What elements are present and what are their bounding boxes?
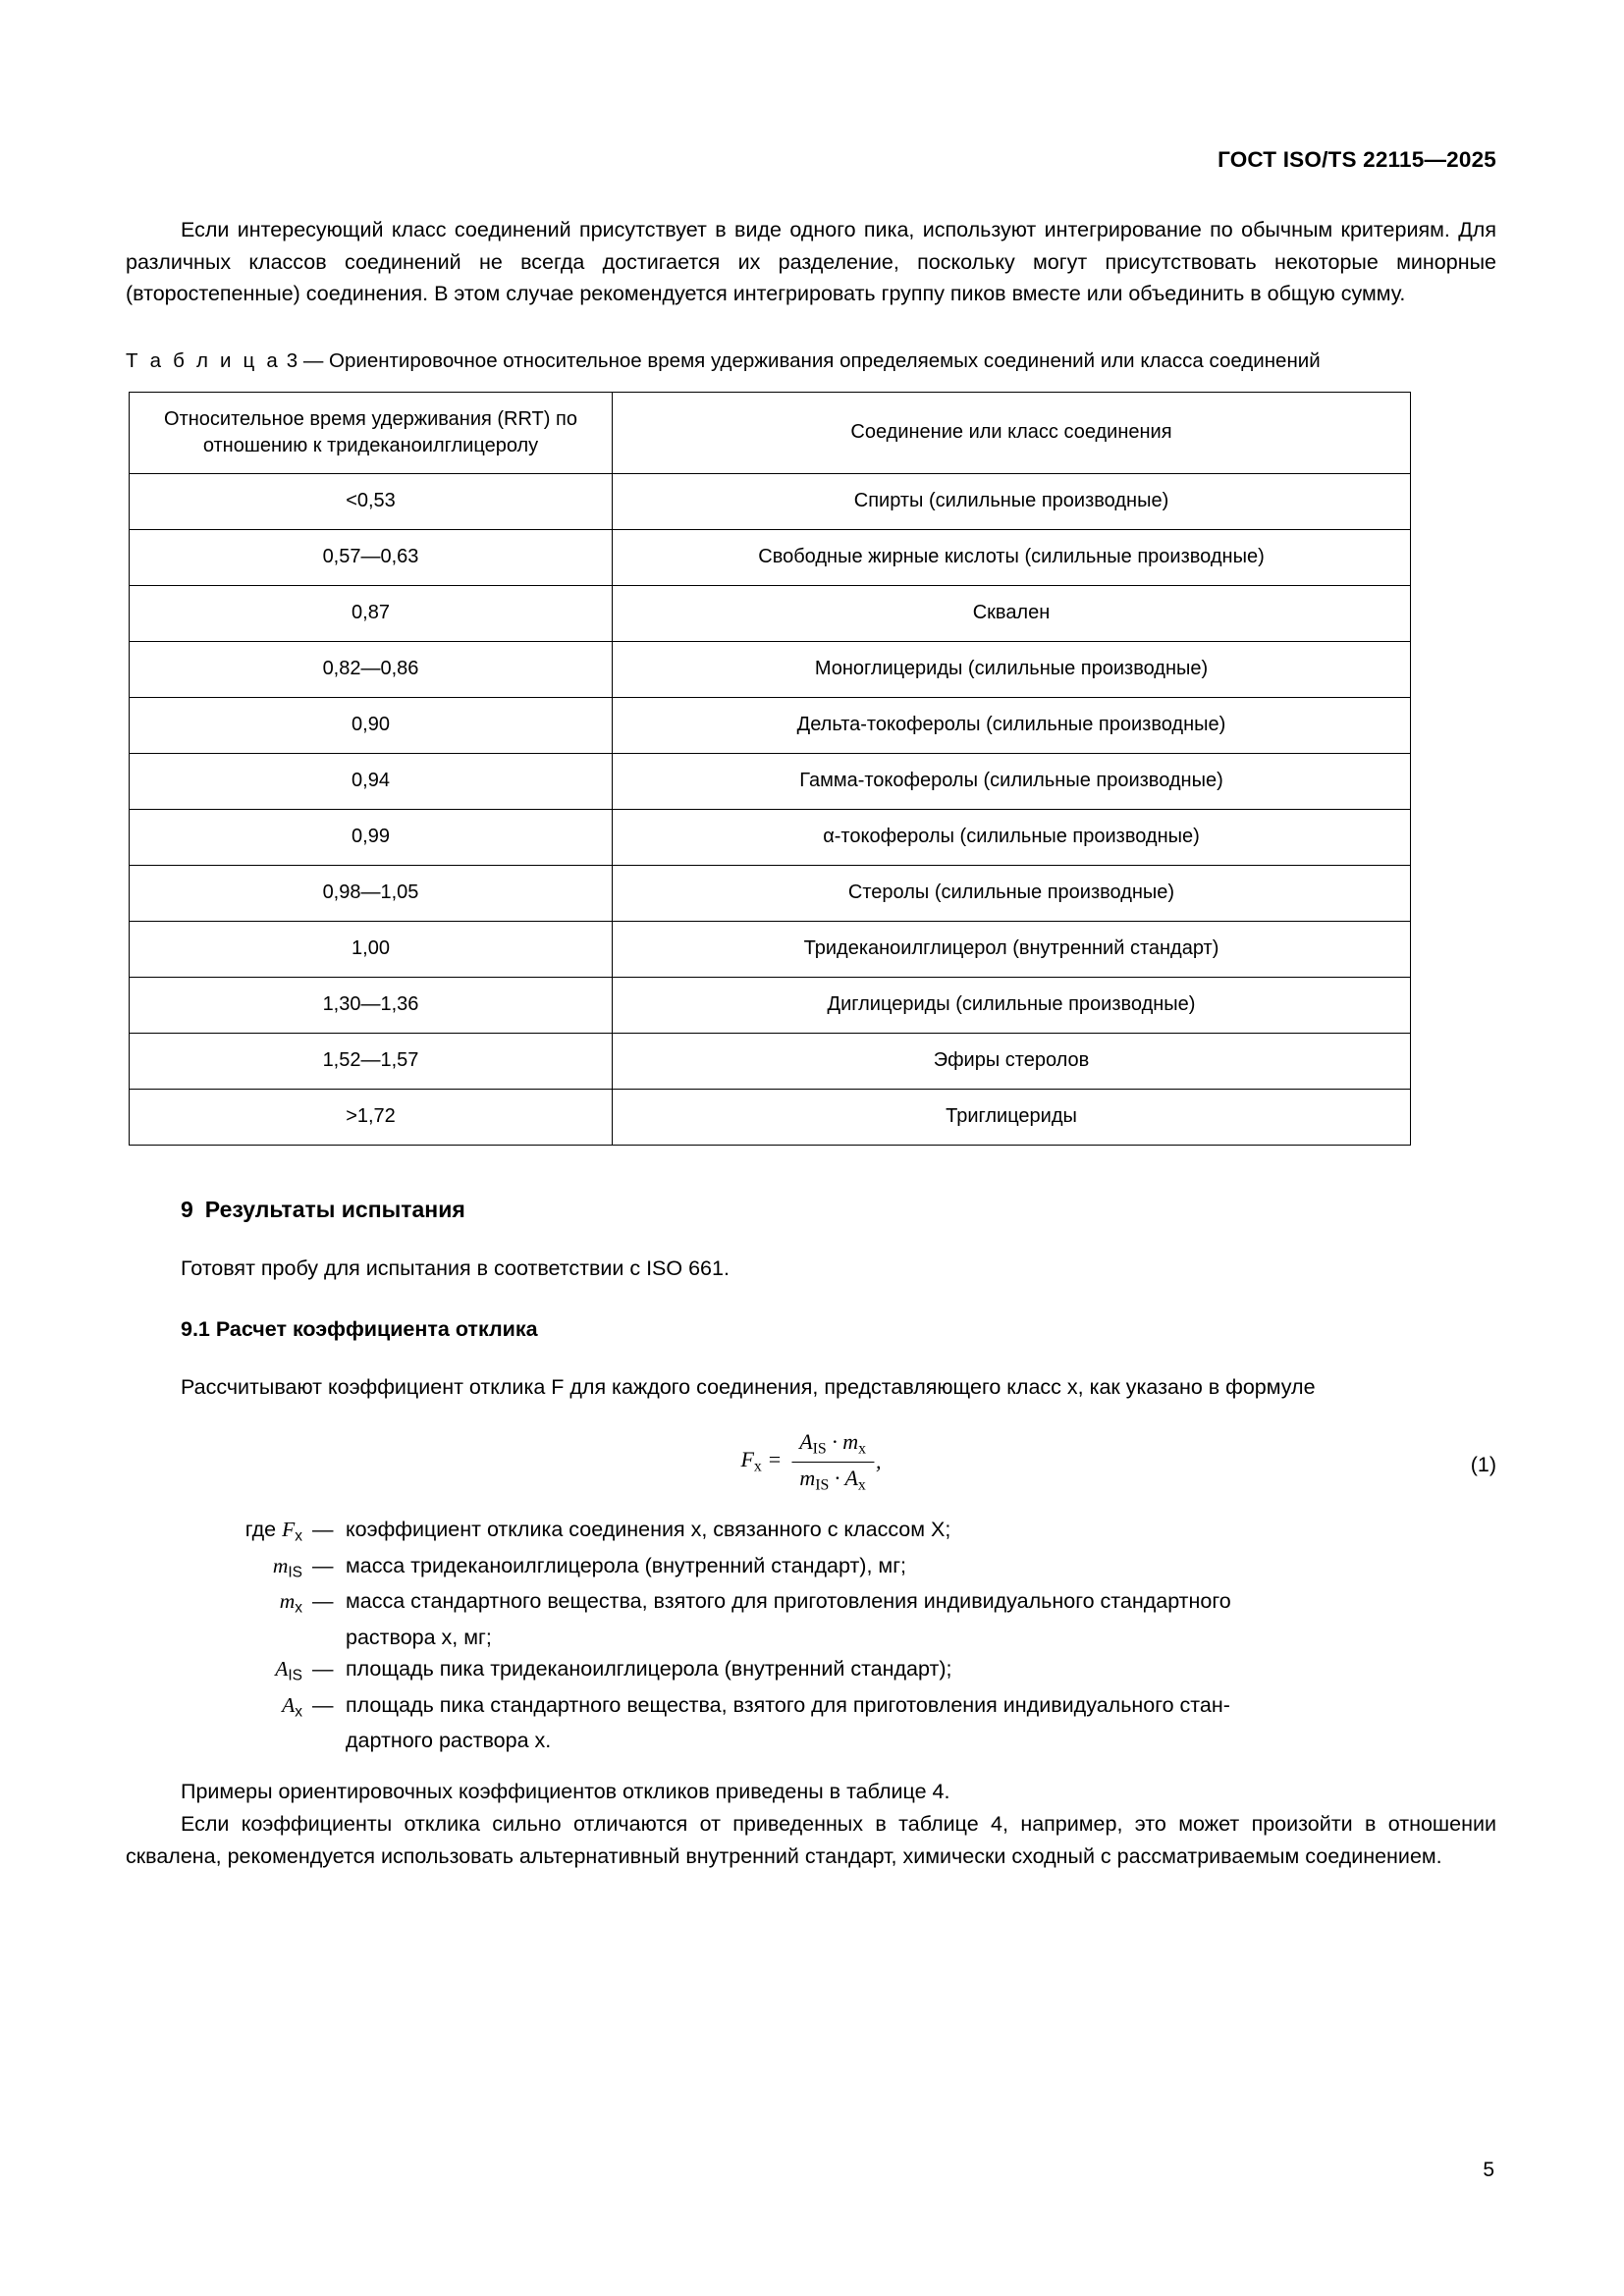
cell-rrt: <0,53	[130, 473, 613, 529]
table-row	[130, 921, 1411, 977]
table-caption-text: Ориентировочное относительное время удерживания определяемых соединений или класса соединений	[329, 349, 1321, 373]
formula-numerator: $A_{IS} \cdot m_x$	[791, 1429, 874, 1462]
page-content	[126, 214, 1496, 1872]
cell-rrt: 1,52—1,57	[130, 1033, 613, 1089]
cell-rrt: 0,82—0,86	[130, 641, 613, 697]
table-row	[130, 865, 1411, 921]
section91-paragraph: Рассчитывают коэффициент отклика F для каждого соединения, представляющего класс x, как указано в формуле	[181, 1375, 1316, 1400]
cell-compound: Триглицериды	[613, 1089, 1411, 1145]
cell-compound: Свободные жирные кислоты (силильные производные)	[613, 529, 1411, 585]
section9-paragraph: Готовят пробу для испытания в соответствии с ISO 661.	[181, 1255, 730, 1280]
where-item	[126, 1689, 1496, 1724]
where-text: площадь пика стандартного вещества, взятого для приготовления индивидуального стан-	[346, 1692, 1230, 1717]
subsection-title: Расчет коэффициента отклика	[215, 1317, 538, 1342]
table-row	[130, 809, 1411, 865]
where-dash: —	[312, 1589, 334, 1614]
where-item	[126, 1585, 1496, 1620]
where-dash: —	[312, 1518, 334, 1542]
where-item	[126, 1550, 1496, 1584]
table-row	[130, 977, 1411, 1033]
section-title: Результаты испытания	[204, 1196, 465, 1222]
where-dash: —	[312, 1656, 334, 1681]
cell-compound: Моноглицериды (силильные производные)	[613, 641, 1411, 697]
table-row	[130, 1089, 1411, 1145]
cell-rrt: 0,87	[130, 585, 613, 641]
where-intro: где	[244, 1518, 277, 1542]
page-number: 5	[1483, 2159, 1494, 2181]
table-header-cell-compound: Соединение или класс соединения	[613, 392, 1411, 473]
where-symbol: где $F_x$	[244, 1518, 302, 1545]
table-row	[130, 473, 1411, 529]
where-text: масса стандартного вещества, взятого для приготовления индивидуального стандартного	[346, 1589, 1231, 1614]
table-caption-dash: —	[302, 349, 324, 373]
where-text: масса тридеканоилглицерола (внутренний стандарт), мг;	[346, 1553, 907, 1577]
cell-rrt: 0,94	[130, 753, 613, 809]
table-caption-number: 3	[286, 349, 298, 373]
closing-paragraph-2: Если коэффициенты отклика сильно отличаются от приведенных в таблице 4, например, это может произойти в отношении сквалена, рекомендуется использовать альтернативный внутренний стандарт, химически сходный с рассматриваемым соединением.	[126, 1811, 1496, 1868]
cell-compound: Тридеканоилглицерол (внутренний стандарт)	[613, 921, 1411, 977]
table-caption-label: Т а б л и ц а	[126, 349, 281, 373]
formula-comma: ,	[876, 1449, 882, 1473]
table-row	[130, 697, 1411, 753]
table-header-row	[130, 392, 1411, 473]
cell-rrt: >1,72	[130, 1089, 613, 1145]
cell-rrt: 0,98—1,05	[130, 865, 613, 921]
formula-lhs: $F_x$ =	[740, 1447, 783, 1475]
cell-rrt: 0,99	[130, 809, 613, 865]
page-header: ГОСТ ISO/TS 22115—2025	[1218, 147, 1496, 172]
where-symbol: $A_{IS}$	[275, 1656, 302, 1684]
cell-compound: Сквален	[613, 585, 1411, 641]
table-caption	[126, 347, 1496, 376]
where-text: коэффициент отклика соединения x, связанного с классом X;	[346, 1518, 951, 1542]
where-text: площадь пика тридеканоилглицерола (внутренний стандарт);	[346, 1656, 952, 1681]
where-text-cont: раствора x, мг;	[346, 1625, 492, 1649]
table-row	[130, 585, 1411, 641]
cell-rrt: 0,57—0,63	[130, 529, 613, 585]
formula-fraction	[791, 1429, 874, 1494]
where-symbol: $m_x$	[279, 1589, 302, 1617]
section-heading-9-1	[181, 1317, 1496, 1342]
table-row	[130, 1033, 1411, 1089]
cell-rrt: 0,90	[130, 697, 613, 753]
cell-compound: Гамма-токоферолы (силильные производные)	[613, 753, 1411, 809]
section-heading-9	[181, 1197, 1496, 1223]
where-dash: —	[312, 1692, 334, 1717]
where-symbol: $A_x$	[282, 1692, 302, 1720]
formula-1	[126, 1429, 1496, 1506]
cell-compound: Дельта-токоферолы (силильные производные)	[613, 697, 1411, 753]
where-item	[126, 1653, 1496, 1687]
table-header-cell-rrt: Относительное время удерживания (RRT) по отношению к тридеканоилглицеролу	[130, 392, 613, 473]
cell-compound: Стеролы (силильные производные)	[613, 865, 1411, 921]
formula-denominator: $m_{IS} \cdot A_x$	[799, 1465, 866, 1493]
cell-compound: Спирты (силильные производные)	[613, 473, 1411, 529]
cell-rrt: 1,30—1,36	[130, 977, 613, 1033]
formula-expression	[740, 1429, 881, 1494]
cell-rrt: 1,00	[130, 921, 613, 977]
table-row	[130, 529, 1411, 585]
subsection-number: 9.1	[181, 1317, 210, 1342]
closing-paragraph-1: Примеры ориентировочных коэффициентов откликов приведены в таблице 4.	[181, 1780, 950, 1804]
table-row	[130, 753, 1411, 809]
cell-compound: α-токоферолы (силильные производные)	[613, 809, 1411, 865]
cell-compound: Диглицериды (силильные производные)	[613, 977, 1411, 1033]
where-text-cont: дартного раствора x.	[346, 1729, 552, 1753]
where-dash: —	[312, 1553, 334, 1577]
where-definitions	[126, 1514, 1496, 1756]
intro-paragraph: Если интересующий класс соединений присутствует в виде одного пика, используют интегрирование по обычным критериям. Для различных классов соединений не всегда достигается их разделение, поскольку могут присутствовать некоторые минорные (второстепенные) соединения. В этом случае рекомендуется интегрировать группу пиков вместе или объединить в общую сумму.	[126, 218, 1496, 306]
equation-number: (1)	[1470, 1453, 1496, 1477]
table-body	[130, 473, 1411, 1145]
section-number: 9	[181, 1196, 193, 1222]
where-symbol: $m_{IS}$	[272, 1553, 302, 1580]
where-item	[126, 1514, 1496, 1548]
cell-compound: Эфиры стеролов	[613, 1033, 1411, 1089]
rrt-table	[129, 392, 1411, 1146]
table-row	[130, 641, 1411, 697]
